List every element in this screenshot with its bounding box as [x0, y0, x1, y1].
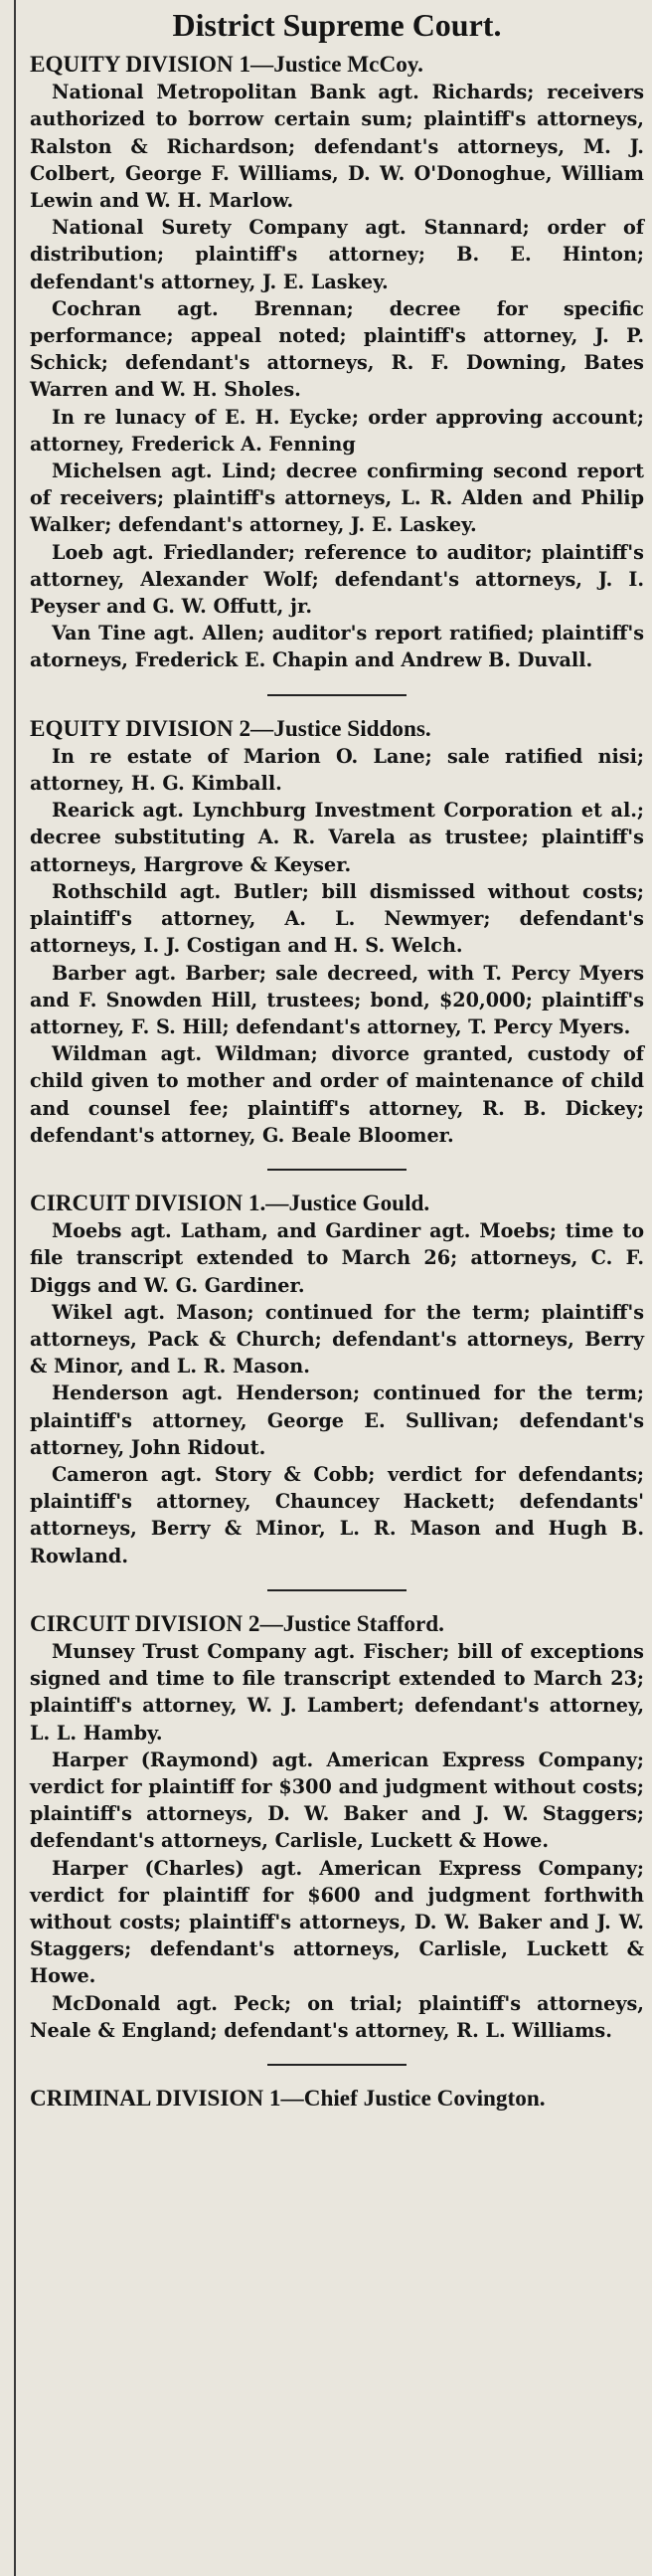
case-entry: Harper (Charles) agt. American Express Company; verdict for plaintiff for $600 and judgment forthwith without costs; plaintiff's attorneys, D. W. Baker and J. W. Staggers; defendant's attorneys, Carlisle, Luckett & Howe.	[30, 1856, 644, 1988]
court-division	[30, 2086, 644, 2113]
court-division	[30, 1611, 644, 2044]
section-separator	[267, 1589, 407, 1591]
masthead: District Supreme Court.	[172, 7, 502, 43]
case-entry: McDonald agt. Peck; on trial; plaintiff's attorneys, Neale & England; defendant's attorney, R. L. Williams.	[30, 1991, 644, 2042]
court-divisions	[30, 52, 644, 2113]
division-title: EQUITY DIVISION 1—Justice McCoy.	[30, 52, 423, 78]
section-separator	[267, 1169, 407, 1171]
case-entry: National Metropolitan Bank agt. Richards; receivers authorized to borrow certain sum; plaintiff's attorneys, Ralston & Richardson; defendant's attorneys, M. J. Colbert, George F. Williams, D. W. O'Donoghue, William Lewin and W. H. Marlow.	[30, 81, 644, 213]
case-entry: Henderson agt. Henderson; continued for the term; plaintiff's attorney, George E. Sullivan; defendant's attorney, John Ridout.	[30, 1381, 644, 1459]
case-entry: Barber agt. Barber; sale decreed, with T. Percy Myers and F. Snowden Hill, trustees; bond, $20,000; plaintiff's attorney, F. S. Hill; defendant's attorney, T. Percy Myers.	[30, 961, 644, 1038]
section-separator	[267, 2064, 407, 2066]
court-division	[30, 52, 644, 674]
case-entry: Van Tine agt. Allen; auditor's report ratified; plaintiff's atorneys, Frederick E. Chapin and Andrew B. Duvall.	[30, 622, 644, 672]
case-entry: Harper (Raymond) agt. American Express Company; verdict for plaintiff for $300 and judgment without costs; plaintiff's attorneys, D. W. Baker and J. W. Staggers; defendant's attorneys, Carlisle, Luckett & Howe.	[30, 1748, 644, 1853]
case-entry: Michelsen agt. Lind; decree confirming second report of receivers; plaintiff's attorneys, L. R. Alden and Philip Walker; defendant's attorney, J. E. Laskey.	[30, 460, 644, 537]
division-title: CIRCUIT DIVISION 2—Justice Stafford.	[30, 1610, 444, 1637]
division-title: CRIMINAL DIVISION 1—Chief Justice Covington.	[30, 2086, 546, 2113]
case-entry: Cameron agt. Story & Cobb; verdict for defendants; plaintiff's attorney, Chauncey Hackett; defendants' attorneys, Berry & Minor, L. R. Mason and Hugh B. Rowland.	[30, 1462, 644, 1567]
case-entry: Rearick agt. Lynchburg Investment Corporation et al.; decree substituting A. R. Varela as trustee; plaintiff's attorneys, Hargrove & Keyser.	[30, 799, 644, 876]
case-entry: Rothschild agt. Butler; bill dismissed without costs; plaintiff's attorney, A. L. Newmyer; defendant's attorneys, I. J. Costigan and H. S. Welch.	[30, 879, 644, 958]
case-entry: In re estate of Marion O. Lane; sale ratified nisi; attorney, H. G. Kimball.	[30, 744, 644, 796]
case-entry: In re lunacy of E. H. Eycke; order approving account; attorney, Frederick A. Fenning	[30, 405, 644, 456]
case-entry: Wikel agt. Mason; continued for the term; plaintiff's attorneys, Pack & Church; defendant's attorneys, Berry & Minor, and L. R. Mason.	[30, 1300, 644, 1379]
case-entry: Munsey Trust Company agt. Fischer; bill of exceptions signed and time to file transcript extended to March 23; plaintiff's attorney, W. J. Lambert; defendant's attorney, L. L. Hamby.	[30, 1639, 644, 1745]
column-rule	[14, 0, 16, 2576]
court-division	[30, 1191, 644, 1569]
section-separator	[267, 694, 407, 696]
case-entry: Loeb agt. Friedlander; reference to auditor; plaintiff's attorney, Alexander Wolf; defendant's attorneys, J. I. Peyser and G. W. Offutt, jr.	[30, 540, 644, 619]
court-division	[30, 716, 644, 1149]
case-entry: Moebs agt. Latham, and Gardiner agt. Moebs; time to file transcript extended to March 26; attorneys, C. F. Diggs and W. G. Gardiner.	[30, 1219, 644, 1297]
case-entry: Wildman agt. Wildman; divorce granted, custody of child given to mother and order of maintenance of child and counsel fee; plaintiff's attorney, R. B. Dickey; defendant's attorney, G. Beale Bloomer.	[30, 1042, 644, 1147]
division-title: CIRCUIT DIVISION 1.—Justice Gould.	[30, 1190, 430, 1216]
case-entry: Cochran agt. Brennan; decree for specific performance; appeal noted; plaintiff's attorney, J. P. Schick; defendant's attorneys, R. F. Downing, Bates Warren and W. H. Sholes.	[30, 296, 644, 402]
division-title: EQUITY DIVISION 2—Justice Siddons.	[30, 715, 431, 742]
case-entry: National Surety Company agt. Stannard; order of distribution; plaintiff's attorney; B. E. Hinton; defendant's attorney, J. E. Laskey.	[30, 216, 644, 293]
